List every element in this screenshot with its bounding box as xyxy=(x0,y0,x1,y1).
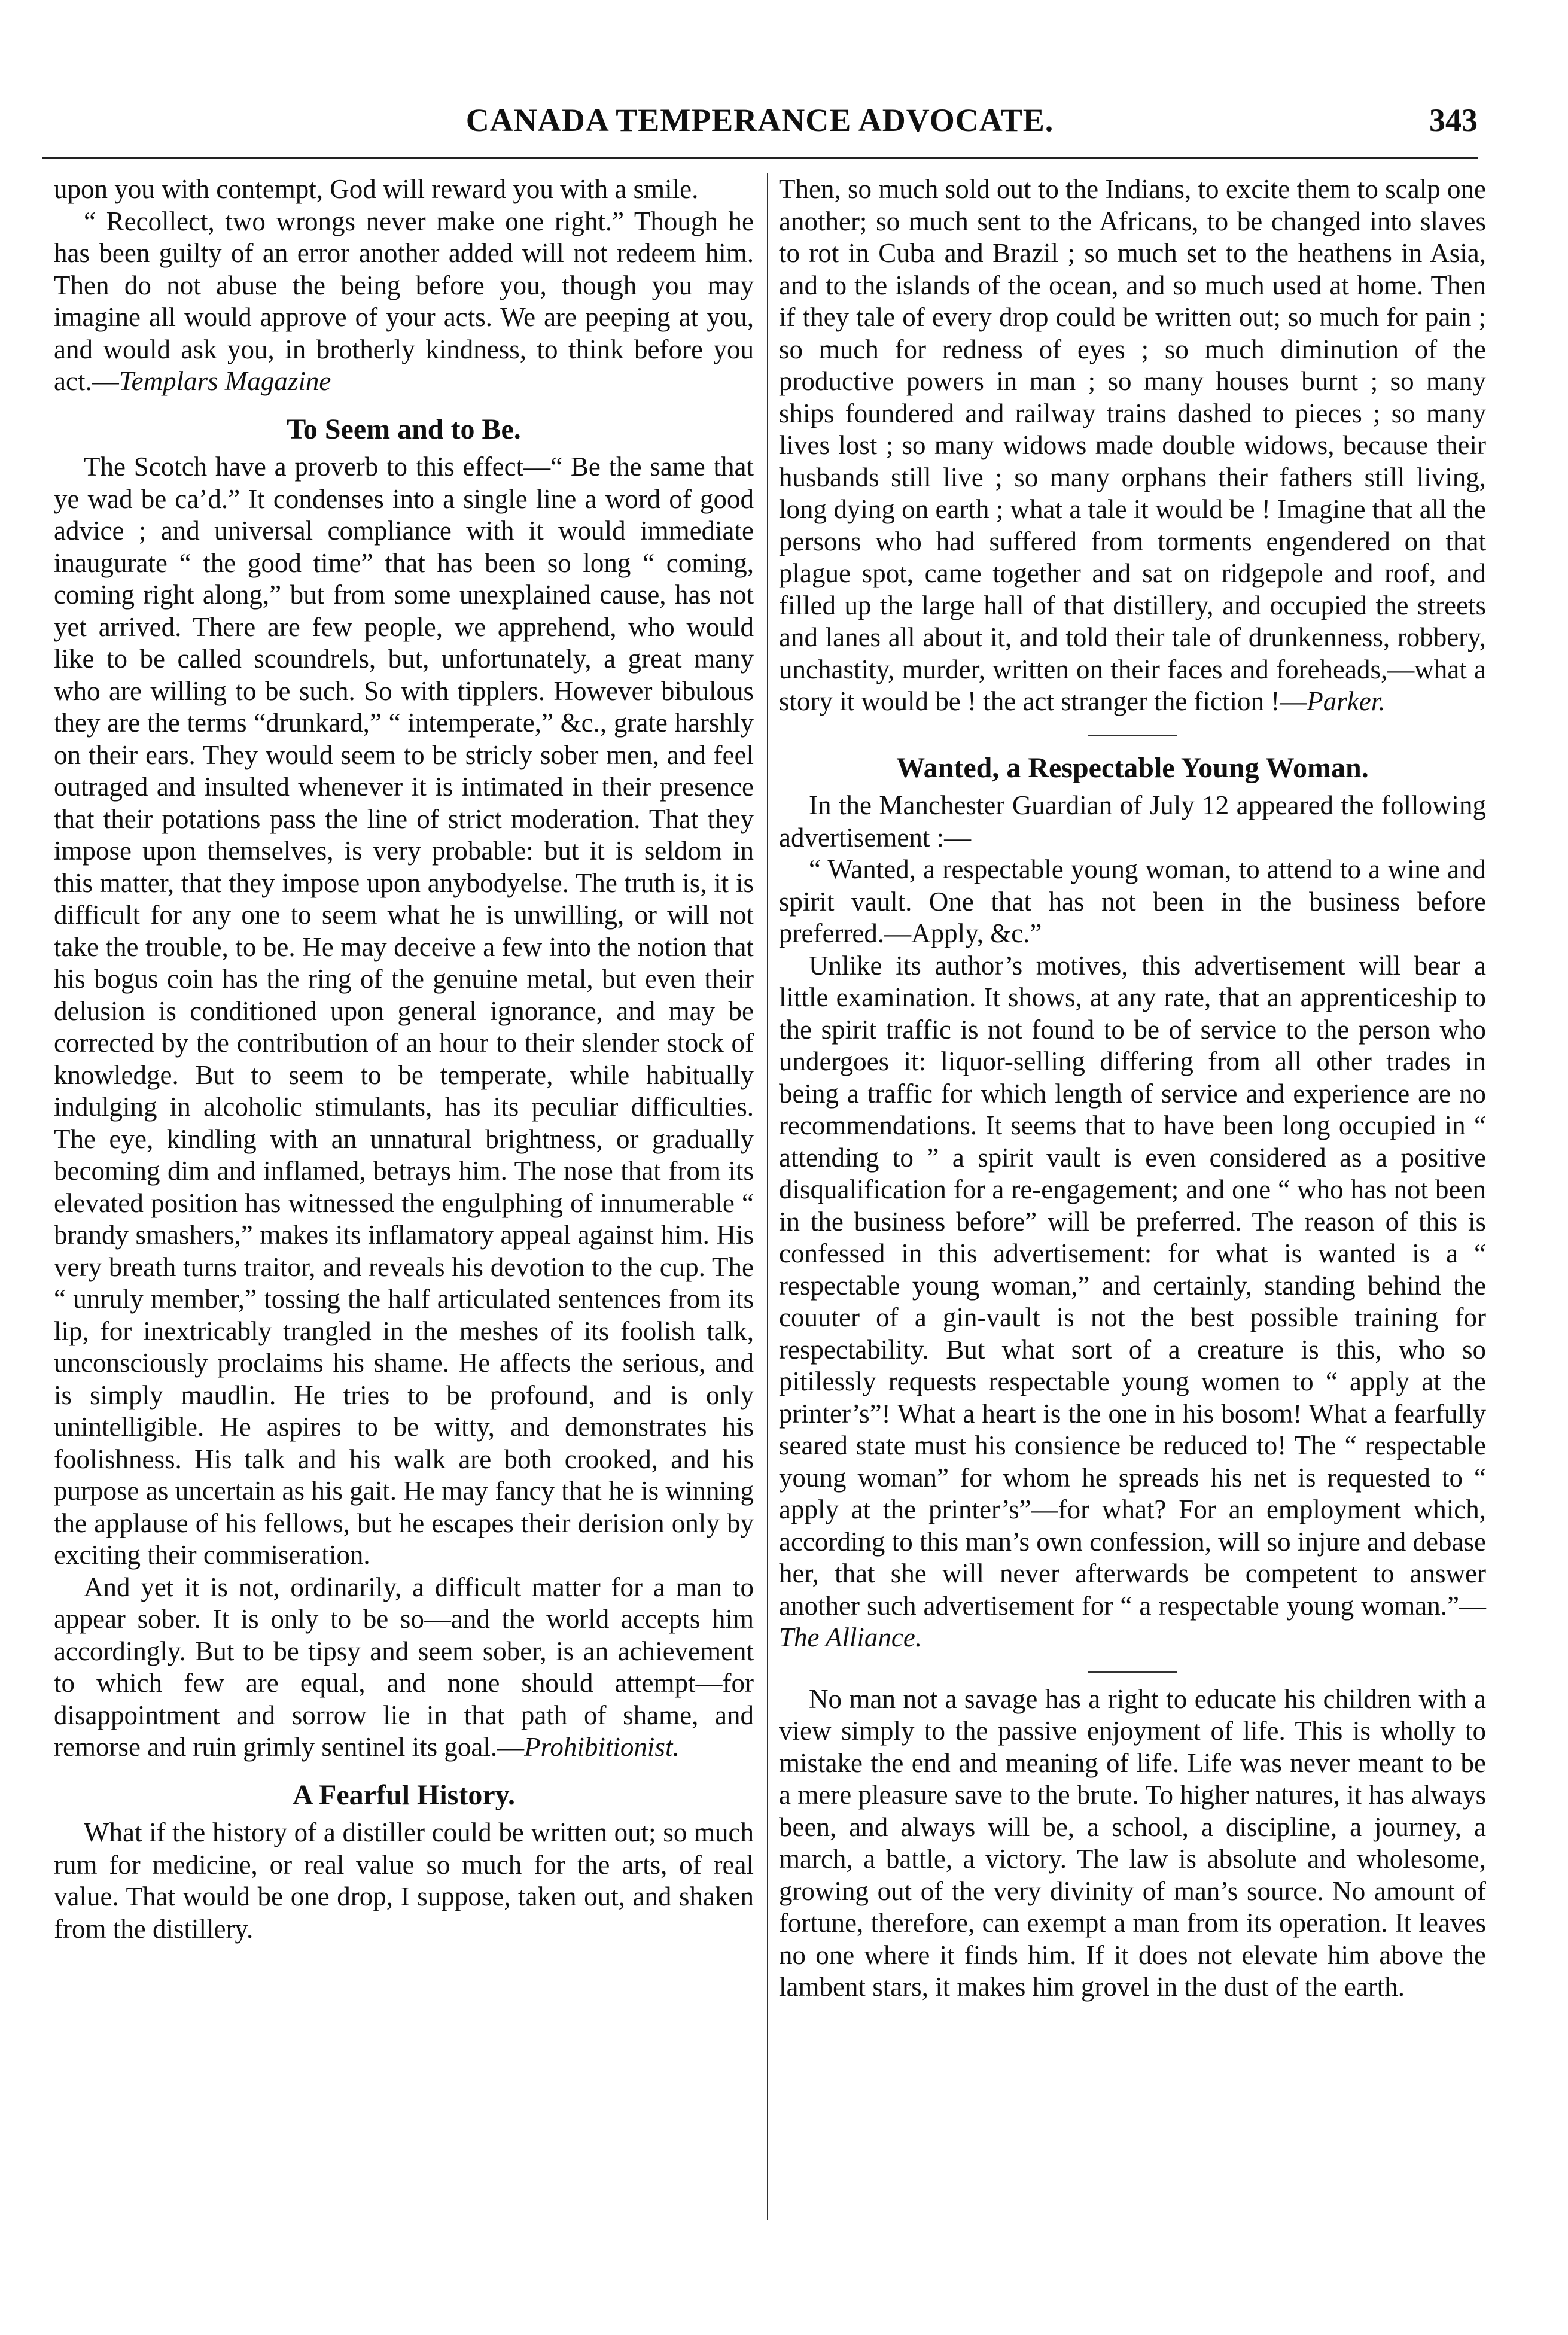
article-heading: A Fearful History. xyxy=(293,1779,515,1811)
article-paragraph: What if the history of a distiller could be written out; so much rum for medicine, or real value so much for the arts, of real value. That would be one drop, I suppose, taken out, and shaken from the distillery. xyxy=(54,1818,754,1944)
article-paragraph xyxy=(54,206,754,398)
article-paragraph xyxy=(779,950,1486,1654)
masthead-title: CANADA TEMPERANCE ADVOCATE. xyxy=(465,102,1054,138)
paragraph-text: Unlike its author’s motives, this advertisement will bear a little examination. It shows, at any rate, that an apprenticeship to the spirit traffic is not found to be of service to the person who undergoes it: liquor-selling differing from all other trades in being a traffic for which length of service and experience are no recommendations. It seems that to have been long occupied in “ attending to ” a spirit vault is even considered as a positive disqualification for a re-engagement; and one “ who has not been in the business before” will be preferred. The reason of this is confessed in this advertisement: for what is wanted is a “ respectable young woman,” and certainly, standing behind the couuter of a gin-vault is not the best possible training for respectability. But what sort of a creature is this, who so pitilessly requests respectable young women to “ apply at the printer’s”! What a heart is the one in his bosom! What a fearfully seared state must his consience be reduced to! The “ respectable young woman” for whom he spreads his net is requested to “ apply at the printer’s”—for what? For an employment which, according to this man’s own confession, will so injure and debase her, that she will never afterwards be competent to answer another such advertisement for “ a respectable young woman.”— xyxy=(779,950,1486,1621)
article-paragraph: The Scotch have a proverb to this effect—“ Be the same that ye wad be ca’d.” It condenses into a single line a word of good advice ; and universal compliance with it would immediate inaugurate “ the good time” that has been so long “ coming, coming right along,” but from some unexplained cause, has not yet arrived. There are few people, we apprehend, who would like to be called scoundrels, but, unfortunately, a great many who are willing to be such. So with tipplers. However bibulous they are the terms “drunkard,” “ intemperate,” &c., grate harshly on their ears. They would seem to be stricly sober men, and feel outraged and insulted whenever it is intimated in their presence that their potations pass the line of strict moderation. That they impose upon themselves, is very probable: but it is seldom in this matter, that they impose upon anybodyelse. The truth is, it is difficult for any one to seem what he is unwilling, or will not take the trouble, to be. He may deceive a few into the notion that his bogus coin has the ring of the genuine metal, but even their delusion is conditioned upon general ignorance, and may be corrected by the contribution of an hour to their slender stock of knowledge. But to seem to be temperate, while habitually indulging in alcoholic stimulants, has its peculiar difficulties. The eye, kindling with an unnatural brightness, or gradually becoming dim and inflamed, betrays him. The nose that from its elevated position has witnessed the engulphing of innumerable “ brandy smashers,” makes its inflamatory appeal against him. His very breath turns traitor, and reveals his devotion to the cup. The “ unruly member,” tossing the half articulated sentences from its lip, for inextricably trangled in the meshes of its foolish talk, unconsciously proclaims his shame. He affects the serious, and is simply maudlin. He tries to be profound, and is only unintelligible. He aspires to be witty, and demonstrates his foolishness. His talk and his walk are both crooked, and his purpose as uncertain as his gait. He may fancy that he is winning the applause of his fellows, but he escapes their derision only by exciting their commiseration. xyxy=(54,452,754,1570)
article-paragraph xyxy=(54,1572,754,1764)
article-paragraph xyxy=(779,173,1486,718)
paragraph-text: Then, so much sold out to the Indians, to excite them to scalp one another; so much sent to the Africans, to be changed into slaves to rot in Cuba and Brazil ; so much set to the heathens in Asia, and to the islands of the ocean, and so much used at home. Then if they tale of every drop could be written out; so much for pain ; so much for redness of eyes ; so much diminution of the productive powers in man ; so many houses burnt ; so many ships foundered and railway trains dashed to pieces ; so many lives lost ; so many widows made double widows, because their husbands still live ; so many orphans their fathers still living, long dying on earth ; what a tale it would be ! Imagine that all the persons who had suffered from torments engendered on that plague spot, came together and sat on ridgepole and roof, and filled up the large hall of that distillery, and occupied the streets and lanes all about it, and told their tale of drunkenness, robbery, unchastity, murder, written on their faces and foreheads,—what a story it would be ! the act stranger the fiction !— xyxy=(779,174,1486,716)
source-attribution: Templars Magazine xyxy=(118,366,331,396)
left-column xyxy=(54,173,754,1945)
article-paragraph: “ Wanted, a respectable young woman, to attend to a wine and spirit vault. One that has not been in the business before preferred.—Apply, &c.” xyxy=(779,854,1486,948)
article-paragraph: No man not a savage has a right to educate his children with a view simply to the passive enjoyment of life. This is wholly to mistake the end and meaning of life. Life was never meant to be a mere pleasure save to the brute. To higher natures, it has always been, and always will be, a school, a discipline, a journey, a march, a battle, a victory. The law is absolute and wholesome, growing out of the very divinity of man’s source. No amount of fortune, therefore, can exempt a man from its operation. It leaves no one where it finds him. If it does not elevate him above the lambent stars, it makes him grovel in the dust of the earth. xyxy=(779,1683,1486,2002)
article-paragraph: In the Manchester Guardian of July 12 appeared the following advertisement :— xyxy=(779,790,1486,853)
right-column xyxy=(779,173,1486,2004)
paragraph-text: “ Recollect, two wrongs never make one right.” Though he has been guilty of an error another added will not redeem him. Then do not abuse the being before you, though you may imagine all would approve of your acts. We are peeping at you, and would ask you, in brotherly kindness, to think before you act.— xyxy=(54,206,754,396)
article-heading: To Seem and to Be. xyxy=(287,413,521,445)
article-heading: Wanted, a Respectable Young Woman. xyxy=(896,751,1369,784)
article-paragraph: upon you with contempt, God will reward you with a smile. xyxy=(54,174,699,204)
column-divider xyxy=(767,173,768,2220)
paragraph-text: And yet it is not, ordinarily, a difficult matter for a man to appear sober. It is only to be so—and the world accepts him accordingly. But to be tipsy and seem sober, is an achievement to which few are equal, and none should attempt—for disappointment and sorrow lie in that path of shame, and remorse and ruin grimly sentinel its goal.— xyxy=(54,1572,754,1762)
page-header xyxy=(42,102,1478,144)
header-rule xyxy=(42,157,1478,159)
page-number: 343 xyxy=(1429,102,1478,138)
section-rule xyxy=(1088,1671,1177,1673)
source-attribution: The Alliance. xyxy=(779,1622,922,1652)
source-attribution: Prohibitionist. xyxy=(524,1732,680,1762)
source-attribution: Parker. xyxy=(1307,686,1386,716)
section-rule xyxy=(1088,735,1177,736)
